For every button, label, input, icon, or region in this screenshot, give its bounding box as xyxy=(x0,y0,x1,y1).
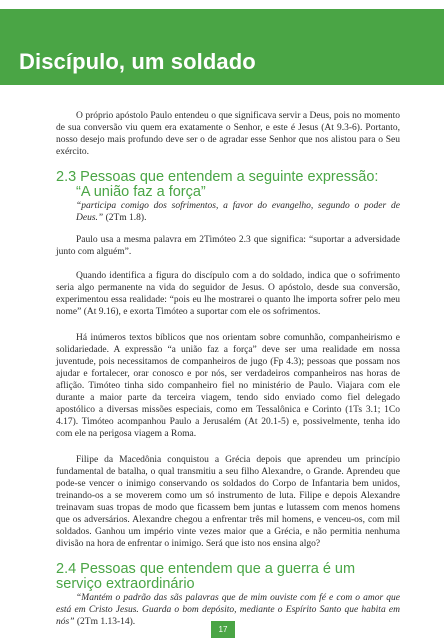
paragraph-intro: O próprio apóstolo Paulo entendeu o que significava servir a Deus, pois no momento de sua conversão viu quem era exatamente o Senhor, e este é Jesus (At 9.3-6). Portanto, nosso desejo mais profundo deve ser o de agradar esse Senhor que nos alistou para o Seu exército. xyxy=(56,111,400,157)
bible-quote-2tm-1-8 xyxy=(56,200,400,224)
top-strip xyxy=(0,0,444,9)
quote-reference: (2Tm 1.13-14). xyxy=(74,617,136,627)
quote-reference: (2Tm 1.8). xyxy=(103,213,147,223)
quote-text: “participa comigo dos sofrimentos, a favor do evangelho, segundo o poder de Deus.” xyxy=(76,201,400,223)
chapter-title: Discípulo, um soldado xyxy=(19,49,256,74)
section-heading-2-3: 2.3 Pessoas que entendem a seguinte expressão: xyxy=(56,169,379,185)
quote-text: “Mantém o padrão das sãs palavras que de mim ouviste com fé e com o amor que está em Cristo Jesus. Guarda o bom depósito, mediante o Espírito Santo que habita em nós” xyxy=(56,593,400,627)
paragraph-2-3-c: Há inúmeros textos bíblicos que nos orientam sobre comunhão, companheirismo e solidariedade. A expressão “a união faz a força” deve ser uma realidade em nossa juventude, pois necessitamos de companheiros de jugo (Fp 4.3); pessoas que possam nos ajudar e fortalecer, orar conosco e por nós, ser verdadeiros companheiros nas horas de aflição. Timóteo tinha sido companheiro fiel no ministério de Paulo. Viajara com ele durante a maior parte da terceira viagem, tendo sido enviado como fiel delegado apostólico a diversas missões especiais, como em Tessalônica e Corinto (1Ts 3.1; 1Co 4.17). Timóteo acompanhou Paulo a Jerusalém (At 20.1-5) e, possivelmente, tenha ido com ele na perigosa viagem a Roma. xyxy=(56,333,400,439)
section-subheading-2-3: “A união faz a força” xyxy=(76,184,206,200)
chapter-banner xyxy=(0,9,444,85)
paragraph-2-3-d: Filipe da Macedônia conquistou a Grécia depois que aprendeu um princípio fundamental de batalha, o qual transmitiu a seu filho Alexandre, o Grande. Aprendeu que pode-se vencer o inimigo conservando os soldados do Corpo de Infantaria bem unidos, treinando-os a se moverem como um só instrumento de luta. Filipe e depois Alexandre treinavam suas tropas de modo que ficassem bem juntas e lutassem com menos homens que os adversários. Alexandre chegou a enfrentar três mil homens, e venceu-os, com mil soldados. Ganhou um império vinte vezes maior que a Grécia, e não permitia nenhuma divisão na hora de enfrentar o inimigo. Será que isto nos ensina algo? xyxy=(56,455,400,549)
page-body xyxy=(56,110,400,628)
paragraph-2-3-b: Quando identifica a figura do discípulo com a do soldado, indica que o sofrimento seria algo permanente na vida do seguidor de Jesus. O apóstolo, desde sua conversão, experimentou essa realidade: “pois eu lhe mostrarei o quanto lhe importa sofrer pelo meu nome” (At 9.16), e exorta Timóteo a suportar com ele os sofrimentos. xyxy=(56,271,400,317)
paragraph-2-3-a: Paulo usa a mesma palavra em 2Timóteo 2.3 que significa: “suportar a adversidade junto com alguém”. xyxy=(56,235,400,257)
section-heading-2-4: 2.4 Pessoas que entendem que a guerra é um serviço extraordinário xyxy=(56,561,356,592)
page-number: 17 xyxy=(211,621,235,638)
